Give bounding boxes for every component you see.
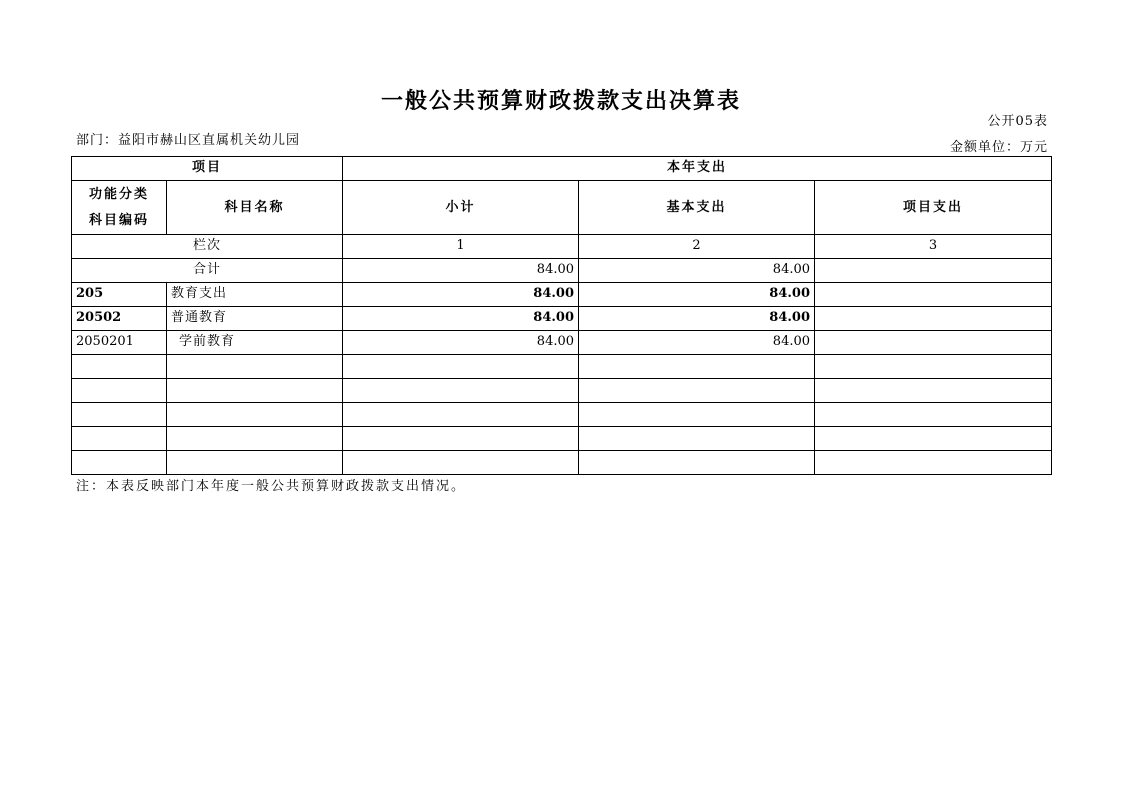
empty-cell <box>343 451 579 475</box>
row-name: 普通教育 <box>167 307 343 331</box>
empty-cell <box>167 379 343 403</box>
row-name: 教育支出 <box>167 283 343 307</box>
empty-cell <box>343 427 579 451</box>
empty-row <box>72 427 1052 451</box>
footnote: 注：本表反映部门本年度一般公共预算财政拨款支出情况。 <box>76 479 467 494</box>
empty-cell <box>72 355 167 379</box>
table-row <box>72 307 1052 331</box>
column-index-1: 1 <box>343 235 579 259</box>
header-subtotal: 小计 <box>343 181 579 235</box>
empty-cell <box>579 451 815 475</box>
empty-cell <box>815 403 1052 427</box>
total-row <box>72 259 1052 283</box>
header-basic: 基本支出 <box>579 181 815 235</box>
department-label: 部门：益阳市赫山区直属机关幼儿园 <box>76 133 301 148</box>
row-code: 20502 <box>72 307 167 331</box>
header-project-expense: 项目支出 <box>815 181 1052 235</box>
row-basic: 84.00 <box>579 283 815 307</box>
empty-cell <box>343 403 579 427</box>
column-index-3: 3 <box>815 235 1052 259</box>
empty-cell <box>815 451 1052 475</box>
form-number: 公开05表 <box>987 114 1048 129</box>
empty-cell <box>579 403 815 427</box>
empty-cell <box>167 403 343 427</box>
empty-cell <box>72 403 167 427</box>
header-project: 项目 <box>72 157 343 181</box>
empty-cell <box>579 379 815 403</box>
total-label: 合计 <box>72 259 343 283</box>
empty-cell <box>72 379 167 403</box>
column-index-label: 栏次 <box>72 235 343 259</box>
empty-cell <box>167 451 343 475</box>
amount-unit: 金额单位：万元 <box>949 140 1048 155</box>
column-index-2: 2 <box>579 235 815 259</box>
empty-row <box>72 451 1052 475</box>
header-row-1 <box>72 157 1052 181</box>
row-name: 学前教育 <box>167 331 343 355</box>
row-project <box>815 283 1052 307</box>
page-title: 一般公共预算财政拨款支出决算表 <box>380 88 741 114</box>
header-subject-name: 科目名称 <box>167 181 343 235</box>
total-project <box>815 259 1052 283</box>
header-current-year: 本年支出 <box>343 157 1052 181</box>
header-row-2 <box>72 181 1052 235</box>
empty-row <box>72 403 1052 427</box>
row-subtotal: 84.00 <box>343 331 579 355</box>
header-func-code <box>72 181 167 235</box>
budget-table <box>71 156 1052 475</box>
empty-cell <box>343 355 579 379</box>
row-code: 2050201 <box>72 331 167 355</box>
empty-cell <box>72 451 167 475</box>
empty-cell <box>815 355 1052 379</box>
empty-cell <box>72 427 167 451</box>
header-func-code-line1: 功能分类 <box>88 186 149 202</box>
row-project <box>815 331 1052 355</box>
empty-cell <box>579 355 815 379</box>
empty-cell <box>167 427 343 451</box>
row-basic: 84.00 <box>579 331 815 355</box>
row-code: 205 <box>72 283 167 307</box>
header-func-code-line2: 科目编码 <box>88 212 149 228</box>
total-subtotal: 84.00 <box>343 259 579 283</box>
empty-row <box>72 355 1052 379</box>
empty-cell <box>167 355 343 379</box>
table-row <box>72 283 1052 307</box>
column-index-row <box>72 235 1052 259</box>
empty-cell <box>815 427 1052 451</box>
row-subtotal: 84.00 <box>343 283 579 307</box>
row-project <box>815 307 1052 331</box>
empty-cell <box>343 379 579 403</box>
total-basic: 84.00 <box>579 259 815 283</box>
empty-cell <box>579 427 815 451</box>
empty-cell <box>815 379 1052 403</box>
row-basic: 84.00 <box>579 307 815 331</box>
table-row <box>72 331 1052 355</box>
empty-row <box>72 379 1052 403</box>
row-subtotal: 84.00 <box>343 307 579 331</box>
